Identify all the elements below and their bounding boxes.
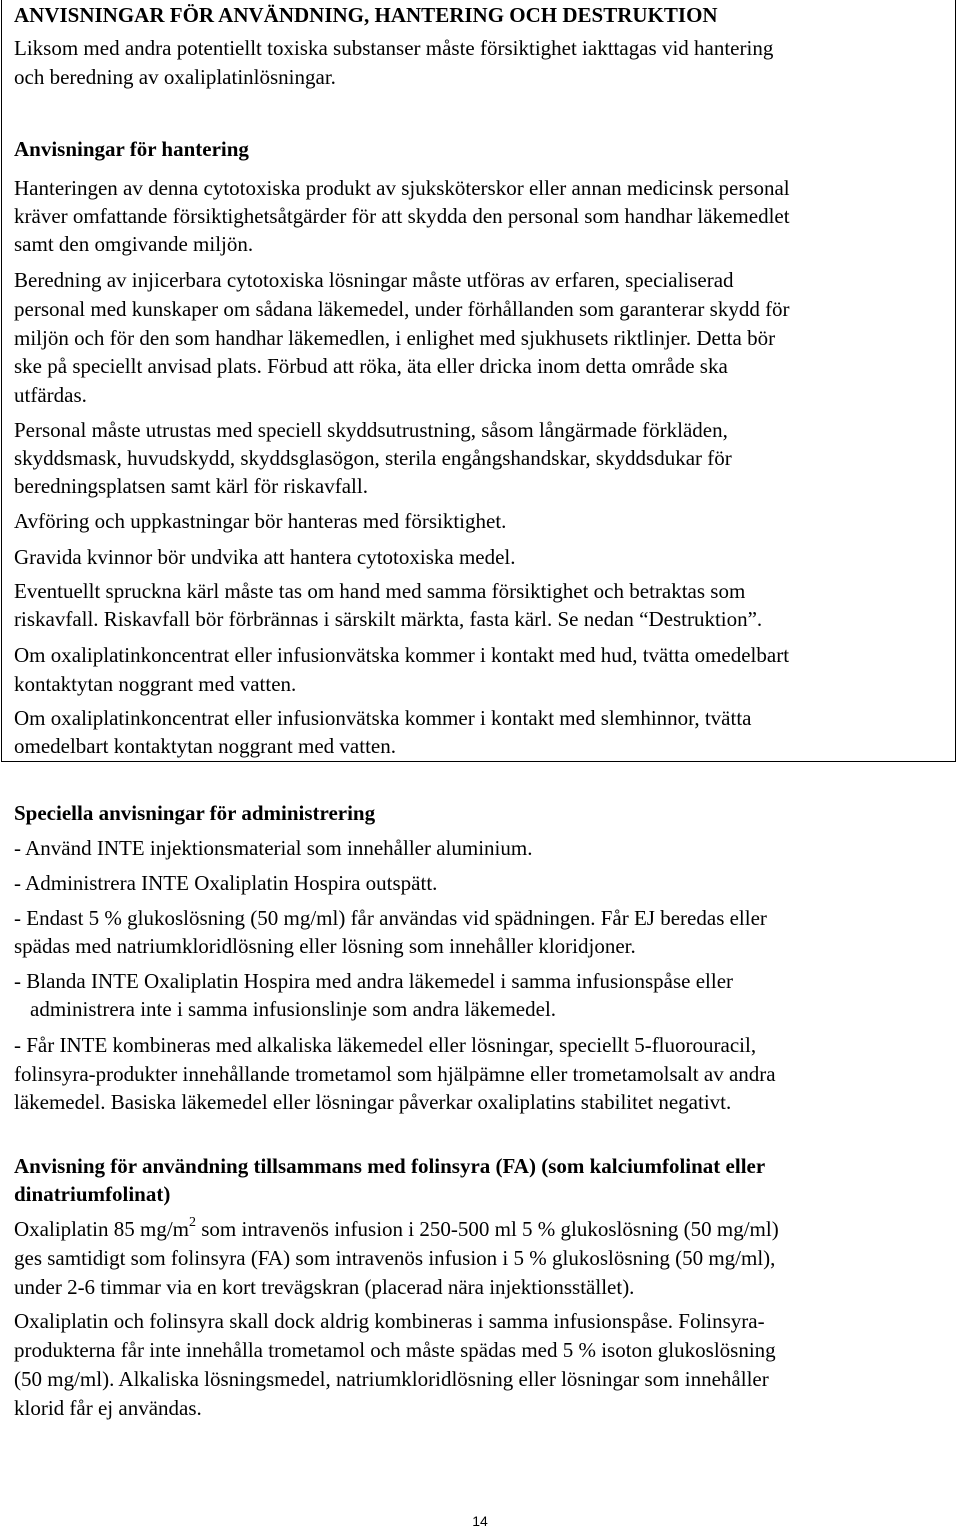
p5-line: Gravida kvinnor bör undvika att hantera cytotoxiska medel. xyxy=(14,545,516,569)
admin-item-4-line-2: administrera inte i samma infusionslinje som andra läkemedel. xyxy=(30,997,557,1021)
admin-item-5-line-1: - Får INTE kombineras med alkaliska läkemedel eller lösningar, speciellt 5-fluorouracil, xyxy=(14,1033,757,1057)
p7-line-2: kontaktytan noggrant med vatten. xyxy=(14,672,297,696)
folinic-p2-line-2: produkterna får inte innehålla trometamol och måste spädas med 5 % isoton glukoslösning xyxy=(14,1338,776,1362)
p2-line-1: Beredning av injicerbara cytotoxiska lösningar måste utföras av erfaren, specialiserad xyxy=(14,268,734,292)
folinic-p1-lead: Oxaliplatin 85 mg/m xyxy=(14,1217,189,1241)
folinic-p1-line-2: ges samtidigt som folinsyra (FA) som intravenös infusion i 5 % glukoslösning (50 mg/ml), xyxy=(14,1246,776,1270)
p2-line-2: personal med kunskaper om sådana läkemedel, under förhållanden som garanterar skydd för xyxy=(14,297,790,321)
p1-line-3: samt den omgivande miljön. xyxy=(14,232,254,256)
page-number: 14 xyxy=(472,1513,488,1529)
section-heading-administration: Speciella anvisningar för administrering xyxy=(14,801,376,825)
admin-item-1: - Använd INTE injektionsmaterial som innehåller aluminium. xyxy=(14,836,533,860)
p3-line-3: beredningsplatsen samt kärl för riskavfall. xyxy=(14,474,368,498)
folinic-p1-rest: som intravenös infusion i 250-500 ml 5 % glukoslösning (50 mg/ml) xyxy=(195,1217,779,1241)
admin-item-4-line-1: - Blanda INTE Oxaliplatin Hospira med andra läkemedel i samma infusionspåse eller xyxy=(14,969,734,993)
p3-line-2: skyddsmask, huvudskydd, skyddsglasögon, sterila engångshandskar, skyddsdukar för xyxy=(14,446,732,470)
p8-line-2: omedelbart kontaktytan noggrant med vatten. xyxy=(14,734,396,758)
section-heading-folinic-line-1: Anvisning för användning tillsammans med folinsyra (FA) (som kalciumfolinat eller xyxy=(14,1154,766,1178)
folinic-p1-line-1 xyxy=(14,1215,944,1245)
p2-line-4: ske på speciellt anvisad plats. Förbud att röka, äta eller dricka inom detta område ska xyxy=(14,354,728,378)
p1-line-1: Hanteringen av denna cytotoxiska produkt av sjuksköterskor eller annan medicinsk personal xyxy=(14,176,790,200)
p6-line-1: Eventuellt spruckna kärl måste tas om hand med samma försiktighet och betraktas som xyxy=(14,579,746,603)
intro-line-1: Liksom med andra potentiellt toxiska substanser måste försiktighet iakttagas vid hantering xyxy=(14,36,774,60)
p7-line-1: Om oxaliplatinkoncentrat eller infusionvätska kommer i kontakt med hud, tvätta omedelbart xyxy=(14,643,790,667)
section-heading-handling: ANVISNINGAR FÖR ANVÄNDNING, HANTERING OCH DESTRUKTION xyxy=(14,3,718,27)
superscript-2: 2 xyxy=(188,1215,196,1230)
p2-line-3: miljön och för den som handhar läkemedlen, i enlighet med sjukhusets riktlinjer. Detta bör xyxy=(14,326,776,350)
folinic-p2-line-4: klorid får ej användas. xyxy=(14,1396,202,1420)
admin-item-5-line-2: folinsyra-produkter innehållande trometamol som hjälpämne eller trometamolsalt av andra xyxy=(14,1062,776,1086)
admin-item-5-line-3: läkemedel. Basiska läkemedel eller lösningar påverkar oxaliplatins stabilitet negativt. xyxy=(14,1090,732,1114)
p2-line-5: utfärdas. xyxy=(14,383,87,407)
p3-line-1: Personal måste utrustas med speciell skyddsutrustning, såsom långärmade förkläden, xyxy=(14,418,728,442)
folinic-p1-line-3: under 2-6 timmar via en kort trevägskran (placerad nära injektionsstället). xyxy=(14,1275,635,1299)
admin-item-3-line-1: - Endast 5 % glukoslösning (50 mg/ml) får användas vid spädningen. Får EJ beredas eller xyxy=(14,906,767,930)
folinic-p2-line-1: Oxaliplatin och folinsyra skall dock aldrig kombineras i samma infusionspåse. Folinsyra- xyxy=(14,1309,765,1333)
section-heading-folinic-line-2: dinatriumfolinat) xyxy=(14,1182,171,1206)
folinic-p2-line-3: (50 mg/ml). Alkaliska lösningsmedel, natriumkloridlösning eller lösningar som innehåller xyxy=(14,1367,769,1391)
intro-line-2: och beredning av oxaliplatinlösningar. xyxy=(14,65,336,89)
admin-item-3-line-2: spädas med natriumkloridlösning eller lösning som innehåller kloridjoner. xyxy=(14,934,636,958)
p8-line-1: Om oxaliplatinkoncentrat eller infusionvätska kommer i kontakt med slemhinnor, tvätta xyxy=(14,706,752,730)
p4-line: Avföring och uppkastningar bör hanteras med försiktighet. xyxy=(14,509,507,533)
admin-item-2: - Administrera INTE Oxaliplatin Hospira outspätt. xyxy=(14,871,438,895)
subheading-handling: Anvisningar för hantering xyxy=(14,137,249,161)
p6-line-2: riskavfall. Riskavfall bör förbrännas i särskilt märkta, fasta kärl. Se nedan “Destruktion”. xyxy=(14,607,763,631)
p1-line-2: kräver omfattande försiktighetsåtgärder för att skydda den personal som handhar läkemedlet xyxy=(14,204,790,228)
